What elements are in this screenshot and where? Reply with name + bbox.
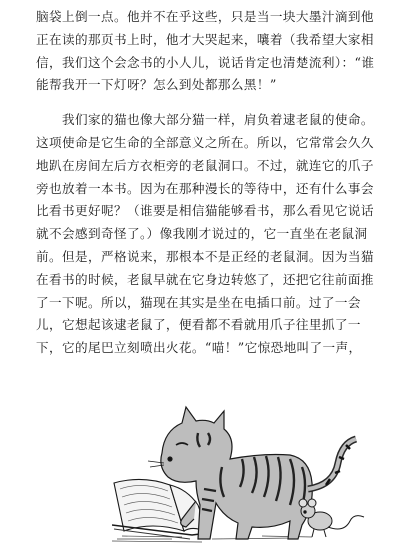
text-line: 前。但是，严格说来，那根本不是正经的老鼠洞。因为当猫 (36, 248, 374, 264)
text-line: 了一下呢。所以，猫现在其实是坐在电插口前。过了一会 (36, 294, 361, 310)
text-line: 地趴在房间左后方衣柜旁的老鼠洞口。不过，就连它的爪子 (36, 157, 374, 173)
cat-reading-illustration (112, 393, 372, 543)
text-line: 这项使命是它生命的全部意义之所在。所以，它常常会久久 (36, 134, 374, 150)
text-line: 就不会感到奇怪了。）像我刚才说过的，它一直坐在老鼠洞 (36, 226, 368, 242)
text-line: 能帮我开一下灯呀？怎么到处都那么黑！” (36, 77, 277, 93)
body-text (36, 6, 380, 360)
text-line: 我们家的猫也像大部分猫一样，肩负着逮老鼠的使命。 (62, 112, 374, 128)
text-line: 脑袋上倒一点。他并不在乎这些，只是当一块大墨汁滴到他 (36, 9, 374, 24)
text-line: 儿，它想起该逮老鼠了，便看都不看就用爪子往里抓了一 (36, 317, 361, 333)
text-line: 下，它的尾巴立刻喷出火花。“喵！”它惊恐地叫了一声， (36, 340, 362, 356)
text-line: 比看书更好呢？（谁要是相信猫能够看书，那么看见它说话 (36, 203, 374, 219)
text-line: 正在读的那页书上时，他才大哭起来，嚷着（我希望大家相 (36, 31, 374, 47)
mouse-icon (299, 499, 364, 537)
ground-shading (112, 536, 312, 542)
text-line: 旁也放着一本书。因为在那种漫长的等待中，还有什么事会 (36, 180, 374, 196)
paragraph-gap (36, 97, 380, 109)
text-line: 信，我们这个会念书的小人儿，说话肯定也清楚流利）：“谁 (36, 54, 375, 70)
text-line: 在看书的时候，老鼠早就在它身边转悠了，还把它往前面推 (36, 271, 374, 287)
